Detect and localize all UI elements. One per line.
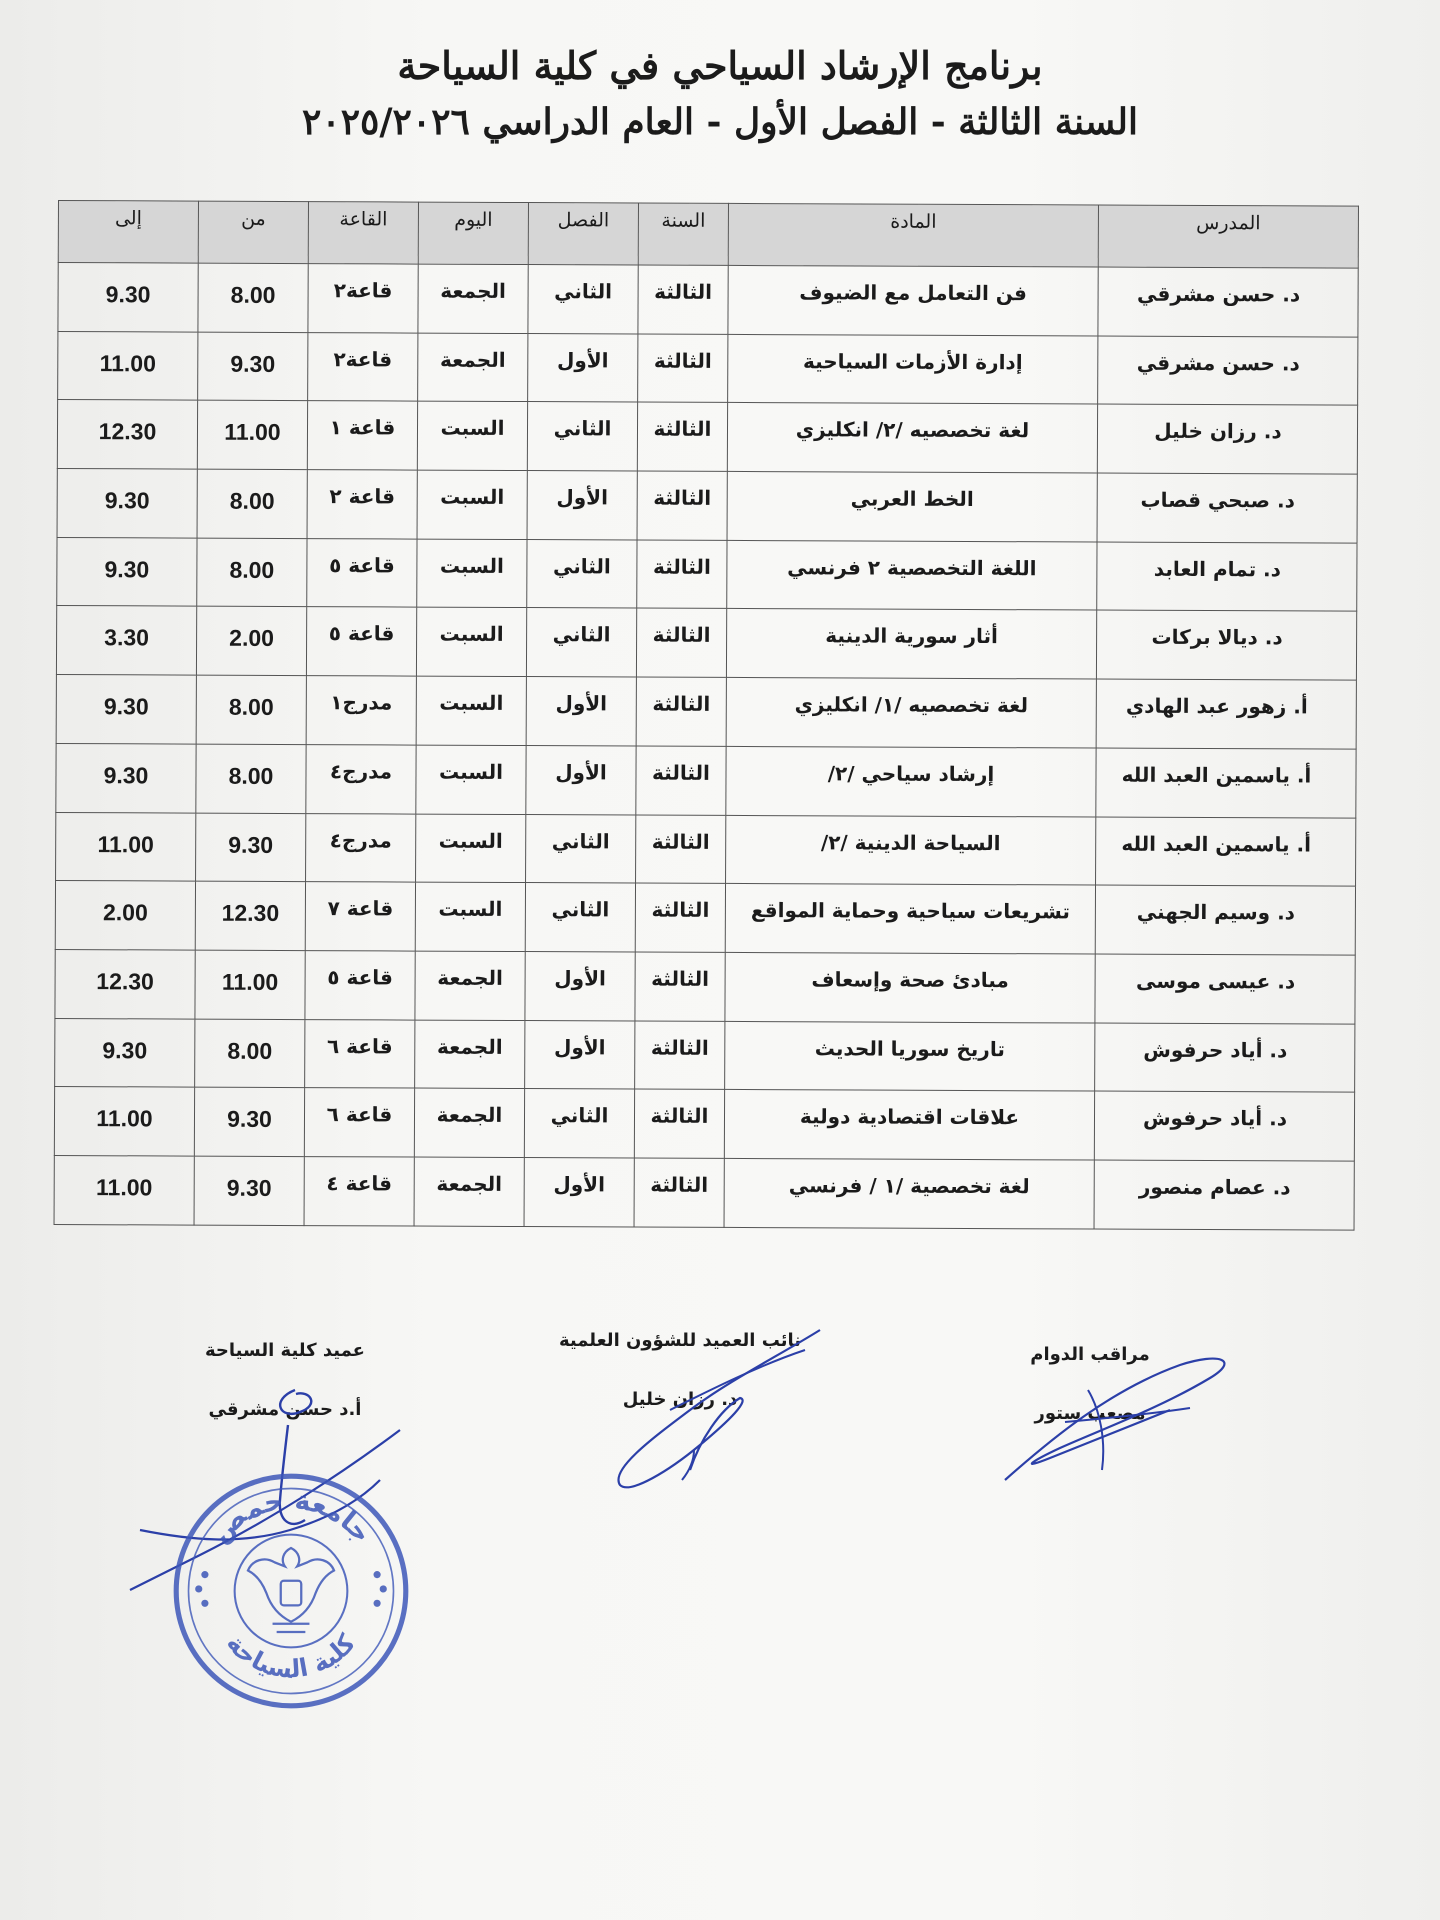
- cell-hall: قاعة ٤: [304, 1157, 414, 1226]
- cell-subject: تاريخ سوريا الحديث: [725, 1021, 1095, 1091]
- header-to: إلى: [58, 201, 198, 264]
- cell-hall: قاعة ٦: [304, 1088, 414, 1157]
- table-row: [57, 400, 1357, 474]
- cell-day: الجمعة: [415, 1020, 525, 1089]
- cell-subject: فن التعامل مع الضيوف: [728, 265, 1098, 335]
- cell-to: 9.30: [57, 537, 197, 606]
- eagle-emblem-icon: [248, 1548, 334, 1632]
- vice-dean-signature-scribble: [590, 1320, 830, 1500]
- table-row: [56, 606, 1356, 680]
- cell-teacher: أ. زهور عبد الهادي: [1096, 679, 1356, 749]
- cell-to: 9.30: [57, 469, 197, 538]
- cell-from: 9.30: [194, 1087, 304, 1156]
- cell-year: الثالثة: [637, 540, 727, 609]
- cell-subject: اللغة التخصصية ٢ فرنسي: [727, 540, 1097, 610]
- cell-year: الثالثة: [636, 746, 726, 815]
- cell-subject: لغة تخصصية /١ / فرنسي: [724, 1158, 1094, 1228]
- cell-hall: قاعة ٧: [305, 882, 415, 951]
- cell-teacher: د. عيسى موسى: [1095, 954, 1355, 1024]
- cell-to: 3.30: [56, 606, 196, 675]
- table-row: [54, 1087, 1354, 1161]
- document-title: برنامج الإرشاد السياحي في كلية السياحة: [397, 43, 1043, 88]
- cell-semester: الثاني: [524, 1089, 634, 1158]
- table-row: [56, 743, 1356, 817]
- cell-semester: الثاني: [527, 539, 637, 608]
- cell-teacher: د. حسن مشرقي: [1098, 336, 1358, 406]
- cell-semester: الأول: [527, 471, 637, 540]
- table-row: [56, 675, 1356, 749]
- cell-year: الثالثة: [635, 883, 725, 952]
- cell-subject: علاقات اقتصادية دولية: [724, 1090, 1094, 1160]
- dean-role: عميد كلية السياحة: [205, 1340, 365, 1361]
- cell-year: الثالثة: [636, 815, 726, 884]
- header-day: اليوم: [418, 202, 528, 264]
- header-semester: الفصل: [528, 203, 638, 265]
- university-seal: [168, 1468, 414, 1714]
- table-row: [55, 1018, 1355, 1092]
- cell-teacher: أ. ياسمين العبد الله: [1096, 817, 1356, 887]
- cell-day: الجمعة: [415, 951, 525, 1020]
- cell-semester: الثاني: [526, 608, 636, 677]
- cell-to: 12.30: [57, 400, 197, 469]
- table-row: [54, 1155, 1354, 1229]
- table-row: [58, 331, 1358, 405]
- cell-teacher: د. أياد حرفوش: [1095, 1023, 1355, 1093]
- cell-year: الثالثة: [638, 265, 728, 334]
- cell-year: الثالثة: [636, 608, 726, 677]
- cell-day: الجمعة: [414, 1157, 524, 1226]
- cell-day: السبت: [416, 814, 526, 883]
- cell-from: 8.00: [198, 263, 308, 332]
- cell-hall: مدرج١: [306, 676, 416, 745]
- cell-hall: قاعة٢: [308, 264, 418, 333]
- cell-year: الثالثة: [638, 334, 728, 403]
- supervisor-signature-scribble: [990, 1330, 1250, 1500]
- cell-semester: الأول: [525, 1020, 635, 1089]
- seal-stars-icon: [195, 1571, 387, 1607]
- cell-from: 8.00: [196, 675, 306, 744]
- cell-semester: الثاني: [525, 883, 635, 952]
- cell-day: الجمعة: [414, 1088, 524, 1157]
- cell-semester: الثاني: [527, 402, 637, 471]
- cell-teacher: د. ديالا بركات: [1096, 610, 1356, 680]
- cell-hall: مدرج٤: [306, 744, 416, 813]
- cell-to: 9.30: [56, 675, 196, 744]
- table-row: [58, 263, 1358, 337]
- schedule-table: [54, 200, 1359, 1230]
- cell-subject: لغة تخصصيه /٢/ انكليزي: [727, 403, 1097, 473]
- table-row: [57, 469, 1357, 543]
- cell-from: 8.00: [195, 1019, 305, 1088]
- document-header: [0, 38, 1440, 150]
- cell-hall: قاعة ٥: [305, 950, 415, 1019]
- cell-day: السبت: [417, 401, 527, 470]
- cell-subject: إدارة الأزمات السياحية: [728, 334, 1098, 404]
- table-row: [55, 949, 1355, 1023]
- cell-semester: الأول: [526, 745, 636, 814]
- cell-from: 9.30: [198, 332, 308, 401]
- cell-teacher: د. تمام العابد: [1097, 542, 1357, 612]
- vice-dean-role: نائب العميد للشؤون العلمية: [558, 1330, 802, 1351]
- cell-semester: الأول: [528, 333, 638, 402]
- cell-subject: مبادئ صحة وإسعاف: [725, 952, 1095, 1022]
- cell-teacher: د. حسن مشرقي: [1098, 267, 1358, 337]
- cell-year: الثالثة: [634, 1089, 724, 1158]
- cell-day: السبت: [416, 676, 526, 745]
- cell-teacher: أ. ياسمين العبد الله: [1096, 748, 1356, 818]
- cell-year: الثالثة: [634, 1158, 724, 1227]
- cell-from: 8.00: [196, 744, 306, 813]
- cell-teacher: د. رزان خليل: [1097, 404, 1357, 474]
- cell-semester: الثاني: [528, 265, 638, 334]
- cell-year: الثالثة: [636, 677, 726, 746]
- table-header-row: [58, 201, 1358, 269]
- header-teacher: المدرس: [1098, 205, 1358, 268]
- cell-subject: إرشاد سياحي /٢/: [726, 746, 1096, 816]
- cell-subject: أثار سورية الدينية: [726, 609, 1096, 679]
- cell-subject: الخط العربي: [727, 471, 1097, 541]
- table-row: [55, 881, 1355, 955]
- seal-bottom-text: كلية السياحة: [220, 1628, 362, 1685]
- cell-hall: قاعة ٥: [306, 607, 416, 676]
- table-row: [56, 812, 1356, 886]
- document-subtitle: السنة الثالثة - الفصل الأول - العام الدراسي ٢٠٢٥/٢٠٢٦: [302, 101, 1138, 143]
- cell-hall: قاعة ٦: [305, 1019, 415, 1088]
- cell-from: 12.30: [195, 881, 305, 950]
- cell-hall: مدرج٤: [306, 813, 416, 882]
- cell-to: 11.00: [54, 1087, 194, 1156]
- header-from: من: [198, 201, 308, 263]
- cell-from: 11.00: [195, 950, 305, 1019]
- cell-day: السبت: [417, 470, 527, 539]
- dean-name: أ.د حسن مشرقي: [208, 1399, 362, 1420]
- cell-to: 11.00: [54, 1155, 194, 1224]
- cell-to: 9.30: [58, 263, 198, 332]
- cell-to: 11.00: [58, 331, 198, 400]
- cell-from: 9.30: [196, 813, 306, 882]
- cell-from: 9.30: [194, 1156, 304, 1225]
- cell-to: 9.30: [55, 1018, 195, 1087]
- cell-from: 11.00: [197, 400, 307, 469]
- cell-day: السبت: [416, 608, 526, 677]
- header-hall: القاعة: [308, 202, 418, 264]
- schedule-body: [54, 263, 1358, 1230]
- cell-to: 2.00: [55, 881, 195, 950]
- vice-dean-name: د. رزان خليل: [622, 1389, 738, 1410]
- cell-hall: قاعة ٥: [307, 538, 417, 607]
- cell-subject: لغة تخصصيه /١/ انكليزي: [726, 678, 1096, 748]
- cell-subject: تشريعات سياحية وحماية المواقع: [725, 884, 1095, 954]
- supervisor-name: مصعب ستور: [1034, 1403, 1146, 1424]
- cell-teacher: د. عصام منصور: [1094, 1160, 1354, 1230]
- seal-top-text: جامعة حمص: [205, 1484, 378, 1550]
- cell-semester: الأول: [525, 951, 635, 1020]
- cell-year: الثالثة: [637, 471, 727, 540]
- cell-from: 8.00: [197, 538, 307, 607]
- cell-day: الجمعة: [418, 264, 528, 333]
- cell-semester: الأول: [524, 1157, 634, 1226]
- cell-year: الثالثة: [635, 1021, 725, 1090]
- cell-hall: قاعة٢: [308, 332, 418, 401]
- svg-text:كلية السياحة: [221, 1628, 362, 1684]
- cell-hall: قاعة ٢: [307, 470, 417, 539]
- cell-teacher: د. صبحي قصاب: [1097, 473, 1357, 543]
- cell-subject: السياحة الدينية /٢/: [726, 815, 1096, 885]
- cell-hall: قاعة ١: [307, 401, 417, 470]
- cell-day: الجمعة: [418, 333, 528, 402]
- cell-day: السبت: [417, 539, 527, 608]
- cell-semester: الثاني: [526, 814, 636, 883]
- cell-teacher: د. أياد حرفوش: [1094, 1091, 1354, 1161]
- cell-day: السبت: [416, 745, 526, 814]
- cell-to: 12.30: [55, 949, 195, 1018]
- cell-from: 8.00: [197, 469, 307, 538]
- cell-semester: الأول: [526, 677, 636, 746]
- table-row: [57, 537, 1357, 611]
- cell-from: 2.00: [196, 607, 306, 676]
- cell-year: الثالثة: [635, 952, 725, 1021]
- supervisor-role: مراقب الدوام: [1030, 1344, 1150, 1365]
- cell-day: السبت: [415, 882, 525, 951]
- header-subject: المادة: [728, 203, 1098, 267]
- cell-to: 11.00: [56, 812, 196, 881]
- cell-teacher: د. وسيم الجهني: [1095, 885, 1355, 955]
- cell-to: 9.30: [56, 743, 196, 812]
- header-year: السنة: [638, 203, 728, 265]
- cell-year: الثالثة: [637, 402, 727, 471]
